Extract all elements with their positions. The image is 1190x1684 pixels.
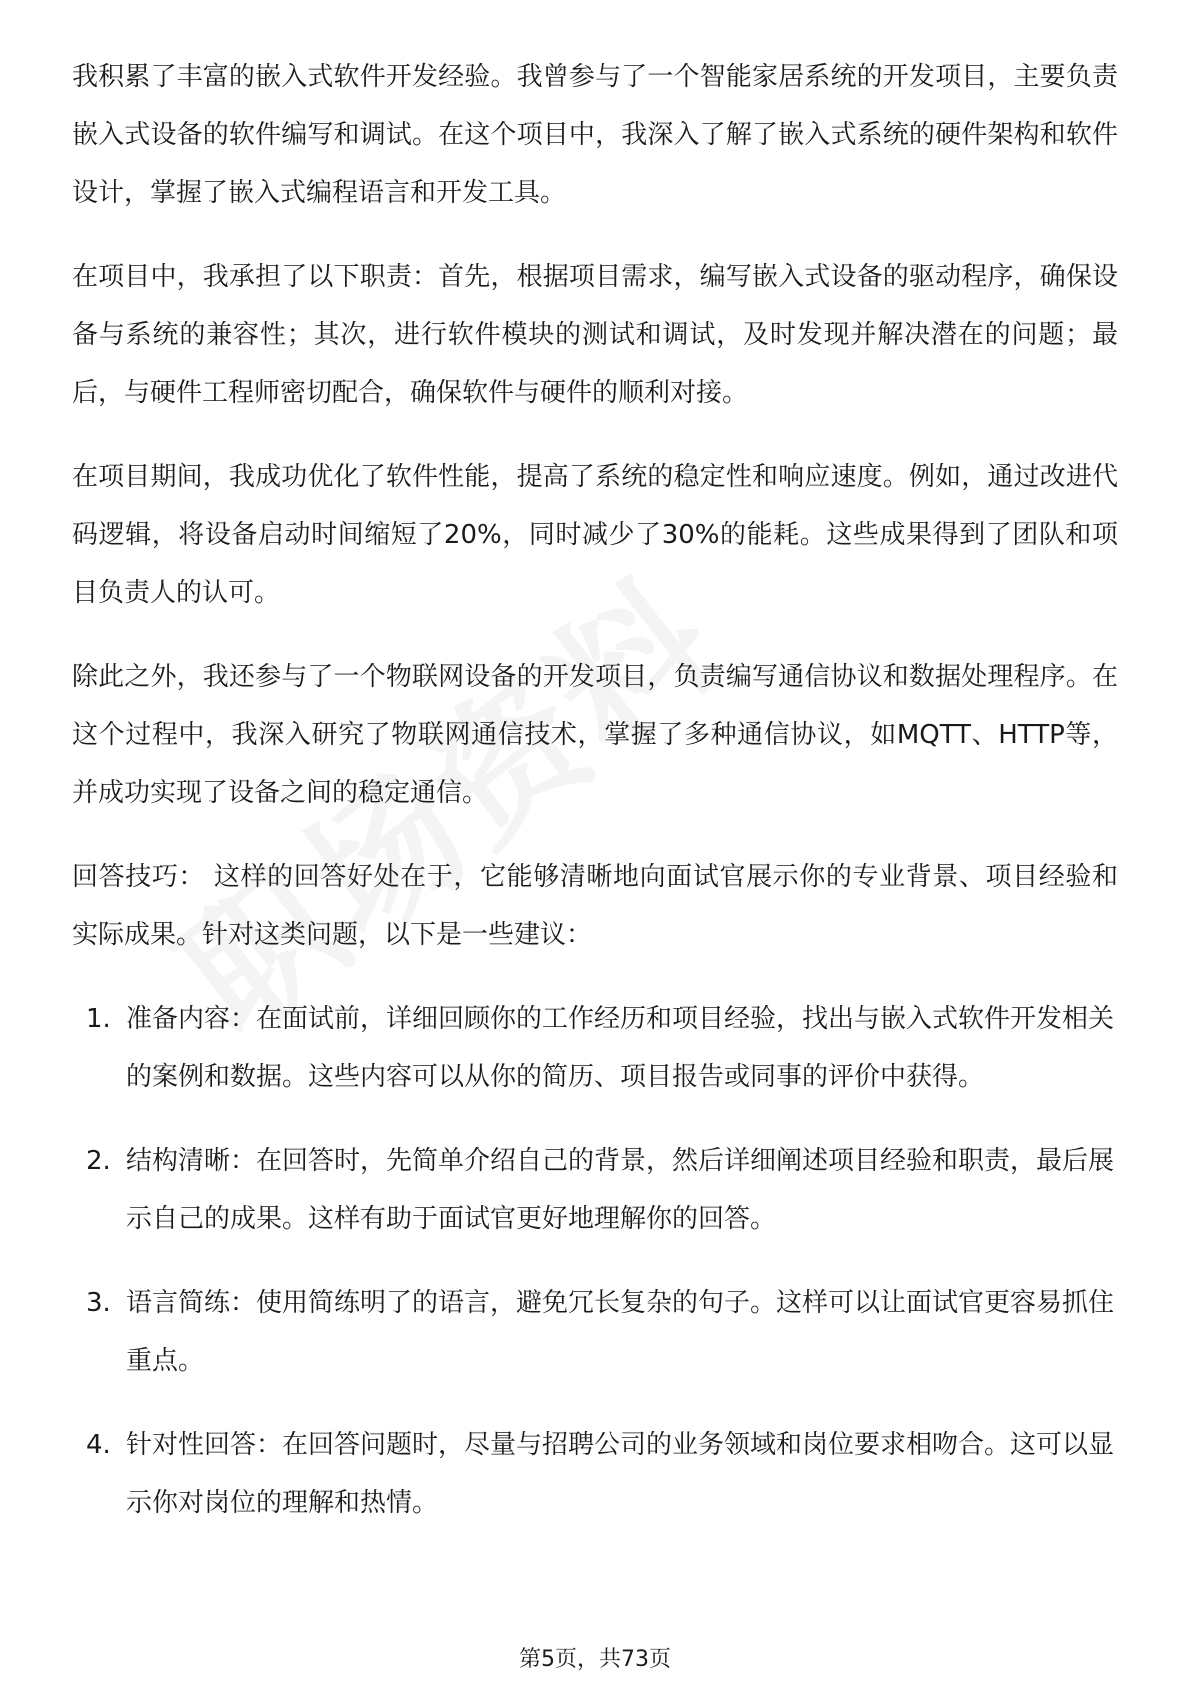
tips-list <box>72 990 1118 1532</box>
list-item-text: 语言简练：使用简练明了的语言，避免冗长复杂的句子。这样可以让面试官更容易抓住重点。 <box>126 1288 1115 1376</box>
paragraph-answer-tips: 回答技巧： 这样的回答好处在于，它能够清晰地向面试官展示你的专业背景、项目经验和实际成果。针对这类问题，以下是一些建议： <box>72 862 1118 950</box>
paragraph-iot-project: 除此之外，我还参与了一个物联网设备的开发项目，负责编写通信协议和数据处理程序。在这个过程中，我深入研究了物联网通信技术，掌握了多种通信协议，如MQTT、HTTP等，并成功实现了设备之间的稳定通信。 <box>72 662 1118 808</box>
list-item-text: 结构清晰：在回答时，先简单介绍自己的背景，然后详细阐述项目经验和职责，最后展示自己的成果。这样有助于面试官更好地理解你的回答。 <box>126 1146 1115 1234</box>
paragraph-experience: 我积累了丰富的嵌入式软件开发经验。我曾参与了一个智能家居系统的开发项目，主要负责嵌入式设备的软件编写和调试。在这个项目中，我深入了解了嵌入式系统的硬件架构和软件设计，掌握了嵌入式编程语言和开发工具。 <box>72 62 1118 208</box>
list-item-text: 准备内容：在面试前，详细回顾你的工作经历和项目经验，找出与嵌入式软件开发相关的案例和数据。这些内容可以从你的简历、项目报告或同事的评价中获得。 <box>126 1004 1115 1092</box>
list-item <box>72 1132 1118 1248</box>
list-item-number: 4. <box>86 1430 111 1460</box>
list-item-number: 2. <box>86 1146 111 1176</box>
page-footer: 第5页，共73页 <box>519 1647 671 1672</box>
list-item <box>72 990 1118 1106</box>
document-body <box>72 48 1118 1558</box>
list-item-number: 3. <box>86 1288 111 1318</box>
list-item <box>72 1416 1118 1532</box>
paragraph-achievements: 在项目期间，我成功优化了软件性能，提高了系统的稳定性和响应速度。例如，通过改进代码逻辑，将设备启动时间缩短了20%，同时减少了30%的能耗。这些成果得到了团队和项目负责人的认可。 <box>72 462 1118 608</box>
list-item-text: 针对性回答：在回答问题时，尽量与招聘公司的业务领域和岗位要求相吻合。这可以显示你对岗位的理解和热情。 <box>126 1430 1115 1518</box>
list-item-number: 1. <box>86 1004 111 1034</box>
paragraph-responsibilities: 在项目中，我承担了以下职责：首先，根据项目需求，编写嵌入式设备的驱动程序，确保设备与系统的兼容性；其次，进行软件模块的测试和调试，及时发现并解决潜在的问题；最后，与硬件工程师密切配合，确保软件与硬件的顺利对接。 <box>72 262 1118 408</box>
list-item <box>72 1274 1118 1390</box>
